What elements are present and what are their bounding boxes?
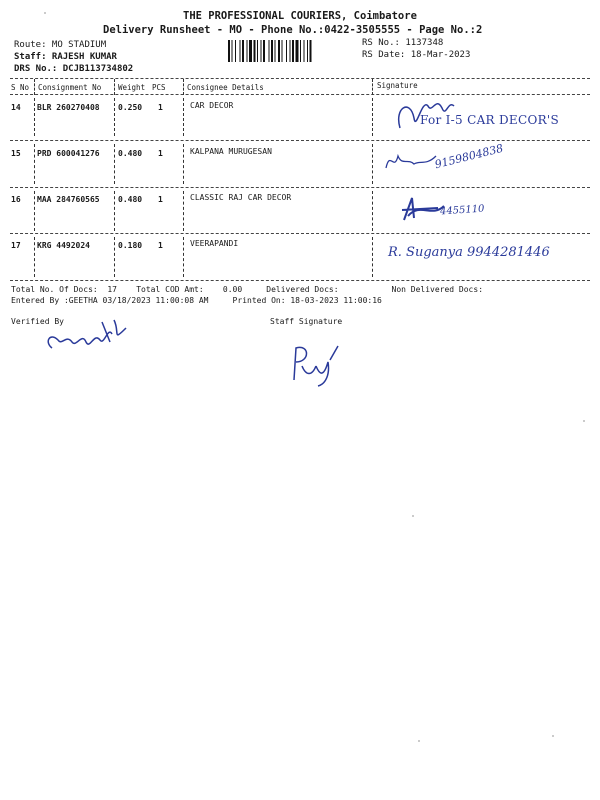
barcode-bar xyxy=(307,40,308,62)
col-consignee: Consignee Details xyxy=(187,83,264,92)
barcode-bar xyxy=(235,40,236,62)
row-consignment: BLR 260270408 xyxy=(37,103,100,112)
verifier-signature xyxy=(42,312,132,358)
barcode-bar xyxy=(271,40,273,62)
barcode-bar xyxy=(240,40,241,62)
row-rule xyxy=(10,140,590,141)
barcode-bar xyxy=(292,40,294,62)
divider xyxy=(372,98,373,136)
totals-line: Total No. Of Docs: 17 Total COD Amt: 0.00 Delivered Docs: Non Delivered Docs: xyxy=(11,285,484,294)
divider xyxy=(372,79,373,95)
row-pcs: 1 xyxy=(158,241,163,250)
row-consignee: CLASSIC RAJ CAR DECOR xyxy=(190,193,292,202)
header-bottom-rule xyxy=(10,94,590,95)
verified-by-label: Verified By xyxy=(11,317,64,326)
divider xyxy=(114,79,115,95)
row-consignee: CAR DECOR xyxy=(190,101,234,110)
divider xyxy=(372,144,373,184)
barcode-bar xyxy=(261,40,262,62)
barcode-bar xyxy=(228,40,230,62)
divider xyxy=(183,191,184,231)
row-pcs: 1 xyxy=(158,149,163,158)
rs-number: RS No.: 1137348 xyxy=(362,38,444,48)
row-consignment: MAA 284760565 xyxy=(37,195,100,204)
divider xyxy=(34,79,35,95)
col-consignment: Consignment No xyxy=(38,83,102,92)
barcode xyxy=(228,40,356,62)
divider xyxy=(34,237,35,277)
barcode-bar xyxy=(296,40,299,62)
company-name: THE PROFESSIONAL COURIERS, Coimbatore xyxy=(183,10,417,22)
row-rule xyxy=(10,187,590,188)
divider xyxy=(114,191,115,231)
rs-date: RS Date: 18-Mar-2023 xyxy=(362,50,471,60)
divider xyxy=(34,144,35,184)
col-signature: Signature xyxy=(377,81,418,90)
divider xyxy=(114,237,115,277)
runsheet-title: Delivery Runsheet - MO - Phone No.:0422-3505555 - Page No.:2 xyxy=(103,24,483,36)
row-sno: 17 xyxy=(11,241,21,250)
row-weight: 0.480 xyxy=(118,195,143,204)
row-consignment: KRG 4492024 xyxy=(37,241,90,250)
barcode-bar xyxy=(269,40,270,62)
entered-by-line: Entered By :GEETHA 03/18/2023 11:00:08 AM Printed On: 18-03-2023 11:00:16 xyxy=(11,296,382,305)
drs-number: DRS No.: DCJB113734802 xyxy=(14,64,134,74)
signature-17: R. Suganya 9944281446 xyxy=(388,245,550,260)
barcode-bar xyxy=(304,40,305,62)
row-weight: 0.250 xyxy=(118,103,143,112)
barcode-bar xyxy=(282,40,283,62)
row-pcs: 1 xyxy=(158,103,163,112)
barcode-bar xyxy=(290,40,291,62)
row-sno: 15 xyxy=(11,149,21,158)
scan-speck xyxy=(418,740,420,742)
barcode-bar xyxy=(286,40,287,62)
row-weight: 0.480 xyxy=(118,149,143,158)
col-sno: S No xyxy=(11,83,30,92)
staff-signature-label: Staff Signature xyxy=(270,317,343,326)
scan-speck xyxy=(44,12,46,14)
staff-signature xyxy=(284,340,344,388)
barcode-bar xyxy=(300,40,301,62)
row-sno: 16 xyxy=(11,195,21,204)
divider xyxy=(34,191,35,231)
barcode-bar xyxy=(310,40,312,62)
row-pcs: 1 xyxy=(158,195,163,204)
divider xyxy=(183,144,184,184)
col-weight: Weight xyxy=(118,83,146,92)
barcode-bar xyxy=(254,40,256,62)
row-consignee: VEERAPANDI xyxy=(190,239,239,248)
divider xyxy=(183,98,184,136)
signature-scribble-15 xyxy=(382,146,442,176)
scan-speck xyxy=(412,515,414,517)
scan-speck xyxy=(583,420,585,422)
divider xyxy=(372,191,373,231)
signature-14: For I-5 CAR DECOR'S xyxy=(420,113,560,127)
divider xyxy=(34,98,35,136)
barcode-bar xyxy=(249,40,252,62)
signature-16: 4455110 xyxy=(439,203,485,218)
barcode-bar xyxy=(247,40,248,62)
barcode-bar xyxy=(263,40,265,62)
barcode-bar xyxy=(257,40,258,62)
barcode-bar xyxy=(275,40,276,62)
row-consignment: PRD 600041276 xyxy=(37,149,100,158)
divider xyxy=(183,79,184,95)
row-consignee: KALPANA MURUGESAN xyxy=(190,147,272,156)
row-rule xyxy=(10,233,590,234)
divider xyxy=(372,237,373,277)
divider xyxy=(183,237,184,277)
barcode-bar xyxy=(232,40,233,62)
row-sno: 14 xyxy=(11,103,21,112)
col-pcs: PCS xyxy=(152,83,166,92)
signature-15: 9159804838 xyxy=(433,141,505,172)
route-label: Route: MO STADIUM xyxy=(14,40,107,50)
staff-label: Staff: RAJESH KUMAR xyxy=(14,52,117,62)
divider xyxy=(114,144,115,184)
table-top-rule xyxy=(10,78,590,79)
row-weight: 0.180 xyxy=(118,241,143,250)
table-bottom-rule xyxy=(10,280,590,281)
barcode-bar xyxy=(242,40,244,62)
barcode-bar xyxy=(278,40,280,62)
scan-speck xyxy=(552,735,554,737)
divider xyxy=(114,98,115,136)
